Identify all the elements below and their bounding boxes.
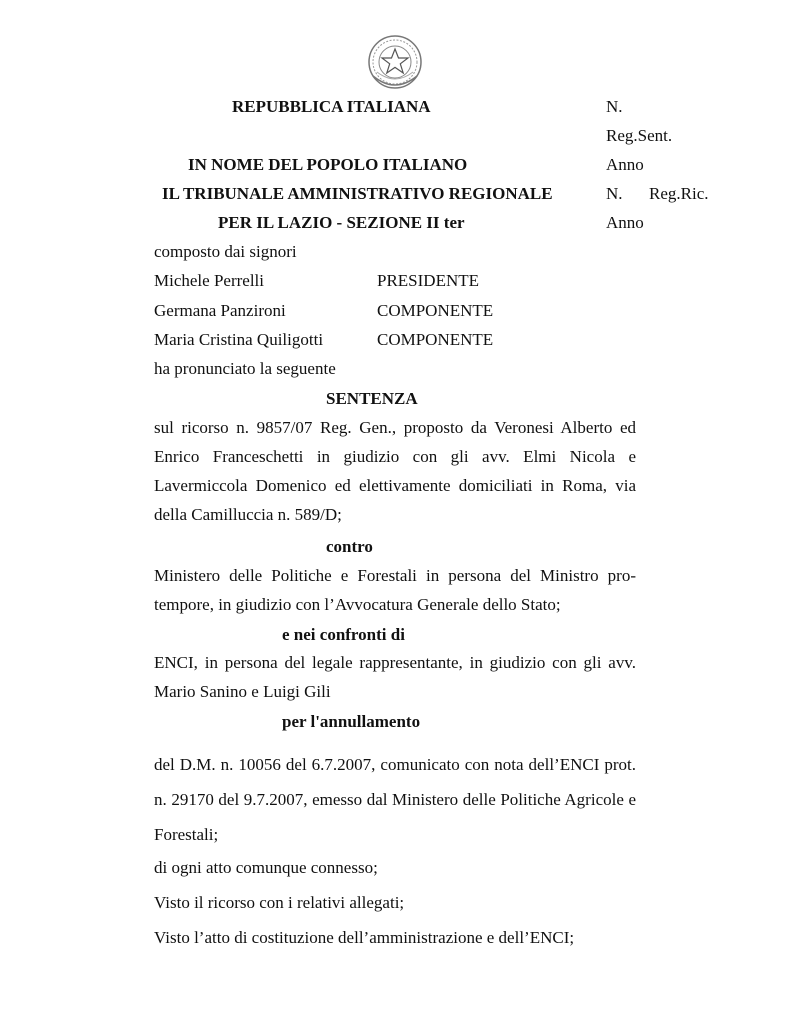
confronti-heading: e nei confronti di xyxy=(282,625,405,644)
member-name: Maria Cristina Quiligotti xyxy=(154,330,324,349)
reg-sent-label: Reg.Sent. xyxy=(606,126,673,145)
composition-intro: composto dai signori xyxy=(154,242,297,261)
people-heading: IN NOME DEL POPOLO ITALIANO xyxy=(188,155,468,174)
member-role: COMPONENTE xyxy=(377,330,494,349)
connesso-line: di ogni atto comunque connesso; xyxy=(154,858,378,877)
composition-outro: ha pronunciato la seguente xyxy=(154,359,336,378)
ricorso-paragraph: sul ricorso n. 9857/07 Reg. Gen., proposto da Veronesi Alberto ed Enrico Franceschetti in giudizio con gli avv. Elmi Nicola e Lavermiccola Domenico ed elettivamente domiciliati in Roma, via della Camilluccia n. 589/D; xyxy=(154,418,636,524)
section-heading: PER IL LAZIO - SEZIONE II ter xyxy=(218,213,465,232)
tribunal-heading: IL TRIBUNALE AMMINISTRATIVO REGIONALE xyxy=(162,184,553,203)
reg-ric-number-label: N. xyxy=(606,184,623,203)
ministero-paragraph: Ministero delle Politiche e Forestali in persona del Ministro pro-tempore, in giudizio con l’Avvocatura Generale dello Stato; xyxy=(154,566,636,614)
republic-heading: REPUBBLICA ITALIANA xyxy=(232,97,431,116)
enci-paragraph: ENCI, in persona del legale rappresentante, in giudizio con gli avv. Mario Sanino e Luigi Gili xyxy=(154,653,636,701)
dm-paragraph: del D.M. n. 10056 del 6.7.2007, comunicato con nota dell’ENCI prot. n. 29170 del 9.7.2007, emesso dal Ministero delle Politiche Agricole e Forestali; xyxy=(154,755,636,844)
visto-ricorso-line: Visto il ricorso con i relativi allegati; xyxy=(154,893,405,912)
member-role: COMPONENTE xyxy=(377,301,494,320)
italian-republic-emblem xyxy=(365,32,425,92)
visto-costituzione-line: Visto l’atto di costituzione dell’amministrazione e dell’ENCI; xyxy=(154,928,575,947)
reg-sent-number-label: N. xyxy=(606,97,623,116)
reg-ric-label: Reg.Ric. xyxy=(649,184,709,203)
contro-heading: contro xyxy=(326,537,373,556)
member-name: Michele Perrelli xyxy=(154,271,264,290)
sentenza-heading: SENTENZA xyxy=(326,389,418,408)
annullamento-heading: per l'annullamento xyxy=(282,712,421,731)
member-name: Germana Panzironi xyxy=(154,301,286,320)
member-role: PRESIDENTE xyxy=(377,271,479,290)
reg-sent-year-label: Anno xyxy=(606,155,644,174)
reg-ric-year-label: Anno xyxy=(606,213,644,232)
